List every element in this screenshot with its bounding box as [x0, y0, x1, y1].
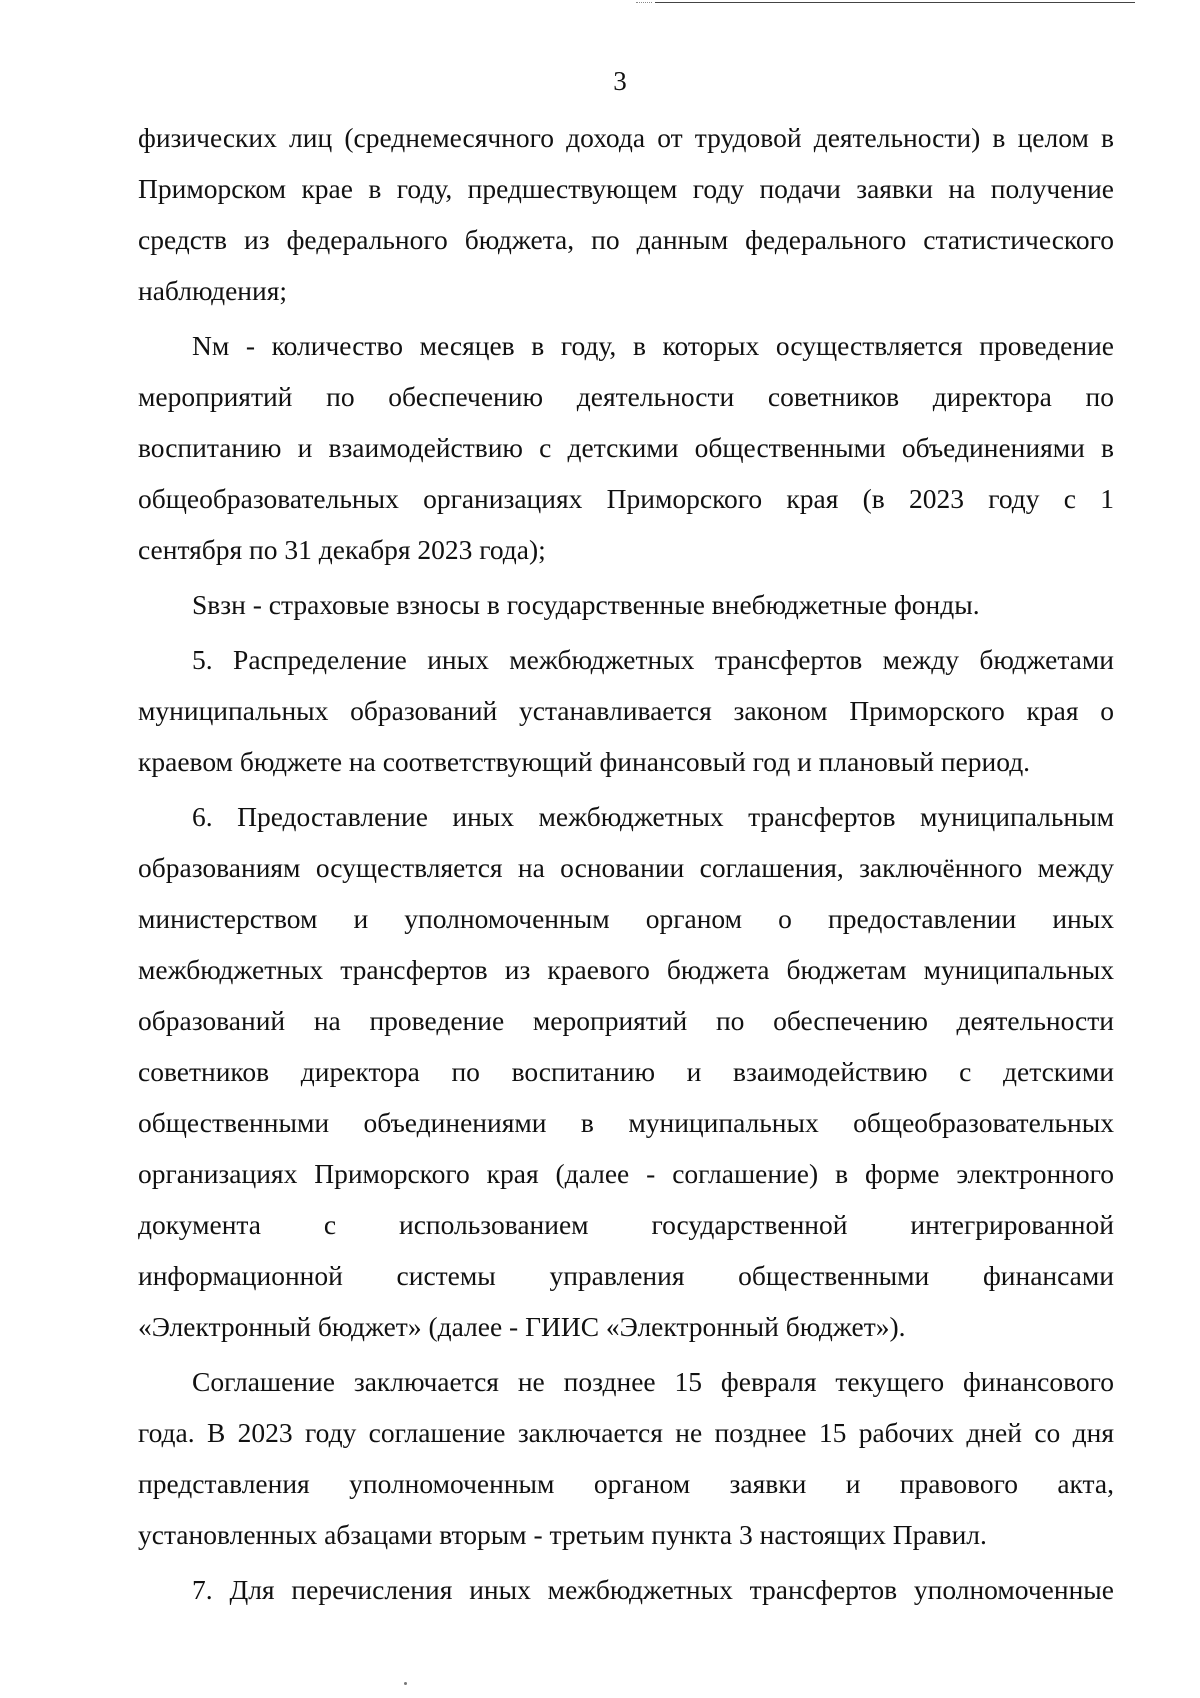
text-line: 5. Распределение иных межбюджетных трансфертов между бюджетами: [192, 644, 1114, 675]
scan-speck: [404, 1682, 407, 1685]
text-line: «Электронный бюджет» (далее - ГИИС «Электронный бюджет»).: [138, 1311, 906, 1342]
text-line: образований на проведение мероприятий по обеспечению деятельности: [138, 1005, 1114, 1036]
text-line: муниципальных образований устанавливается законом Приморского края о: [138, 695, 1114, 726]
text-line: воспитанию и взаимодействию с детскими общественными объединениями в: [138, 432, 1114, 463]
text-line: советников директора по воспитанию и взаимодействию с детскими: [138, 1056, 1114, 1087]
text-line: физических лиц (среднемесячного дохода от трудовой деятельности) в целом в: [138, 122, 1114, 153]
document-body: [138, 112, 1114, 1615]
text-line: информационной системы управления общественными финансами: [138, 1260, 1114, 1291]
text-line: межбюджетных трансфертов из краевого бюджета бюджетам муниципальных: [138, 954, 1114, 985]
text-line: Соглашение заключается не позднее 15 февраля текущего финансового: [192, 1366, 1114, 1397]
text-line: средств из федерального бюджета, по данным федерального статистического: [138, 224, 1114, 255]
text-line: организациях Приморского края (далее - соглашение) в форме электронного: [138, 1158, 1114, 1189]
text-line: образованиям осуществляется на основании соглашения, заключённого между: [138, 852, 1114, 883]
text-line: общеобразовательных организациях Приморского края (в 2023 году с 1: [138, 483, 1114, 514]
text-line: министерством и уполномоченным органом о предоставлении иных: [138, 903, 1114, 934]
text-line: года. В 2023 году соглашение заключается не позднее 15 рабочих дней со дня: [138, 1417, 1114, 1448]
text-line: наблюдения;: [138, 275, 288, 306]
text-line: Nм - количество месяцев в году, в которых осуществляется проведение: [192, 330, 1114, 361]
text-line: Sвзн - страховые взносы в государственные внебюджетные фонды.: [192, 589, 980, 620]
text-line: мероприятий по обеспечению деятельности советников директора по: [138, 381, 1114, 412]
text-line: общественными объединениями в муниципальных общеобразовательных: [138, 1107, 1114, 1138]
top-edge-dots: [636, 2, 652, 3]
text-line: 6. Предоставление иных межбюджетных трансфертов муниципальным: [192, 801, 1114, 832]
text-line: сентября по 31 декабря 2023 года);: [138, 534, 546, 565]
text-line: 7. Для перечисления иных межбюджетных трансфертов уполномоченные: [192, 1574, 1114, 1605]
text-line: Приморском крае в году, предшествующем году подачи заявки на получение: [138, 173, 1114, 204]
page-number: 3: [613, 66, 627, 96]
text-line: краевом бюджете на соответствующий финансовый год и плановый период.: [138, 746, 1031, 777]
text-line: представления уполномоченным органом заявки и правового акта,: [138, 1468, 1114, 1499]
top-edge-rule: [655, 2, 1135, 3]
text-line: документа с использованием государственной интегрированной: [138, 1209, 1114, 1240]
text-line: установленных абзацами вторым - третьим пункта 3 настоящих Правил.: [138, 1519, 987, 1550]
